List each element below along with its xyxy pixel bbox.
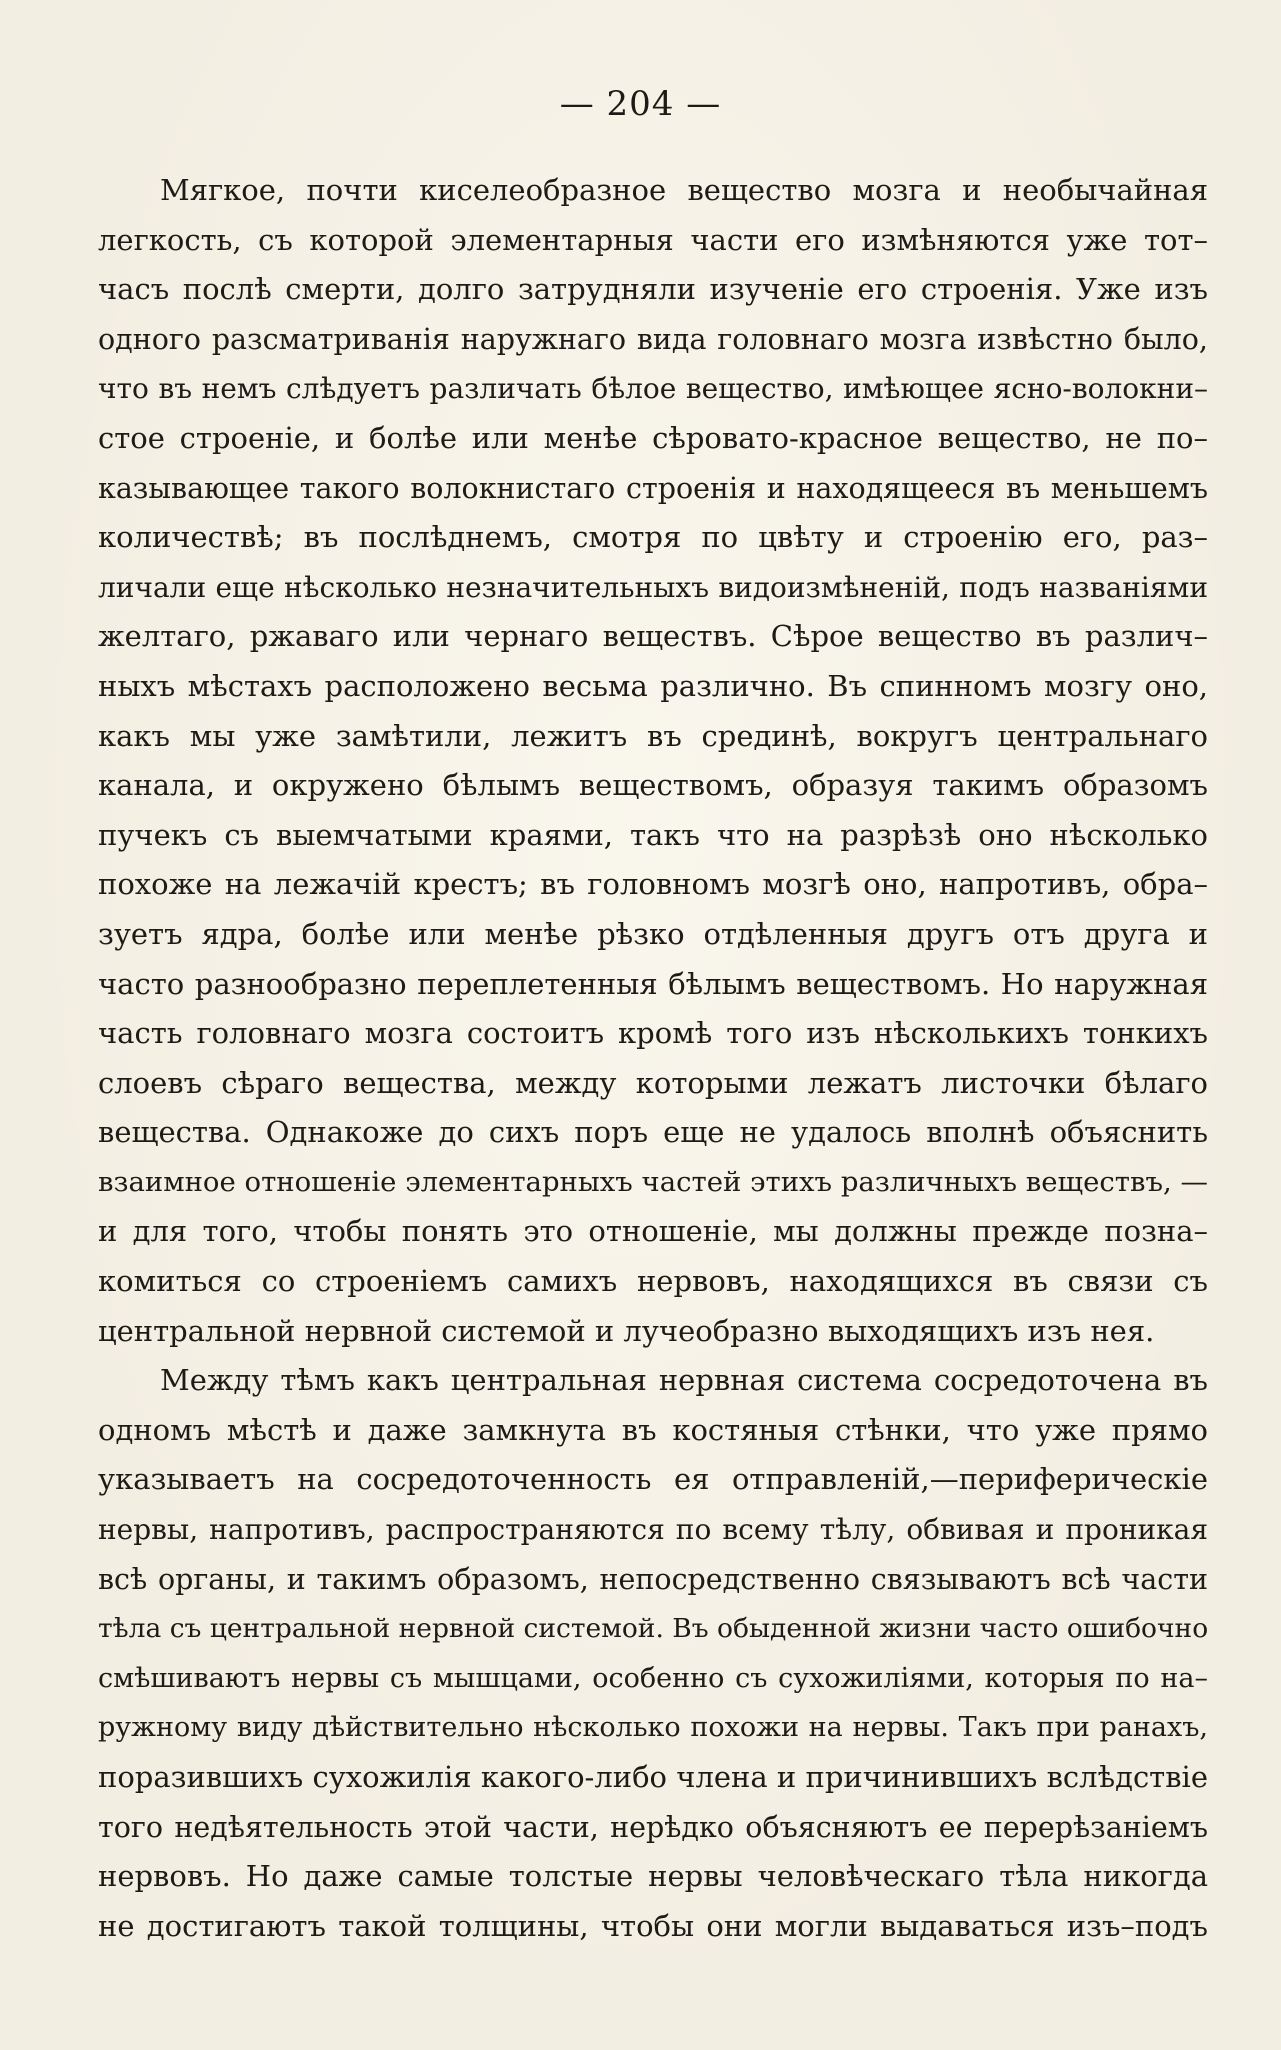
text-line: ружному виду дѣйствительно нѣсколько похожи на нервы. Такъ при ранахъ, xyxy=(98,1712,1208,1744)
text-line: легкость, съ которой элементарныя части его измѣняются уже тот– xyxy=(98,222,1208,257)
text-line: центральной нервной системой и лучеобразно выходящихъ изъ нея. xyxy=(98,1313,1155,1348)
text-line: и для того, чтобы понять это отношеніе, мы должны прежде позна– xyxy=(98,1214,1208,1249)
text-line: всѣ органы, и такимъ образомъ, непосредственно связываютъ всѣ части xyxy=(98,1562,1208,1596)
text-line: комиться со строеніемъ самихъ нервовъ, находящихся въ связи съ xyxy=(98,1264,1208,1299)
text-line: количествѣ; въ послѣднемъ, смотря по цвѣту и строенію его, раз– xyxy=(98,520,1208,555)
text-line: одномъ мѣстѣ и даже замкнута въ костяныя стѣнки, что уже прямо xyxy=(98,1412,1208,1447)
text-line: что въ немъ слѣдуетъ различать бѣлое вещество, имѣющее ясно-волокни– xyxy=(98,372,1208,406)
text-line: одного разсматриванія наружнаго вида головнаго мозга извѣстно было, xyxy=(98,322,1208,356)
text-line: часть головнаго мозга состоитъ кромѣ того изъ нѣсколькихъ тонкихъ xyxy=(98,1016,1208,1051)
page-number: — 204 — xyxy=(559,84,722,124)
text-line: слоевъ сѣраго вещества, между которыми лежатъ листочки бѣлаго xyxy=(98,1065,1208,1100)
text-line: вещества. Однакоже до сихъ поръ еще не удалось вполнѣ объяснить xyxy=(98,1115,1208,1150)
text-line: похоже на лежачій крестъ; въ головномъ мозгѣ оно, напротивъ, обра– xyxy=(98,867,1208,902)
text-line: желтаго, ржаваго или чернаго веществъ. Сѣрое вещество въ различ– xyxy=(98,619,1208,654)
text-line: личали еще нѣсколько незначительныхъ видоизмѣненій, подъ названіями xyxy=(98,570,1208,604)
text-line: поразившихъ сухожилія какого-либо члена и причинившихъ вслѣдствіе xyxy=(98,1760,1208,1794)
text-line: смѣшиваютъ нервы съ мышцами, особенно съ сухожиліями, которыя по на– xyxy=(98,1662,1208,1694)
text-line: зуетъ ядра, болѣе или менѣе рѣзко отдѣленныя другъ отъ друга и xyxy=(98,916,1208,951)
text-line: канала, и окружено бѣлымъ веществомъ, образуя такимъ образомъ xyxy=(98,768,1208,803)
text-line: не достигаютъ такой толщины, чтобы они могли выдаваться изъ–подъ xyxy=(98,1908,1208,1943)
body-text xyxy=(98,166,1208,1951)
text-line: стое строеніе, и болѣе или менѣе сѣровато-красное вещество, не по– xyxy=(98,420,1208,455)
text-line: взаимное отношеніе элементарныхъ частей этихъ различныхъ веществъ, — xyxy=(98,1165,1208,1198)
text-line: Мягкое, почти киселеобразное вещество мозга и необычайная xyxy=(160,173,1208,207)
text-line: нервы, напротивъ, распространяются по всему тѣлу, обвивая и проникая xyxy=(98,1513,1208,1547)
text-line: тѣла съ центральной нервной системой. Въ обыденной жизни часто ошибочно xyxy=(98,1613,1208,1645)
text-line: какъ мы уже замѣтили, лежитъ въ срединѣ, вокругъ центральнаго xyxy=(98,718,1208,753)
text-line: Между тѣмъ какъ центральная нервная система сосредоточена въ xyxy=(160,1363,1208,1398)
text-line: часъ послѣ смерти, долго затрудняли изученіе его строенія. Уже изъ xyxy=(98,272,1208,307)
text-line: нервовъ. Но даже самые толстые нервы человѣческаго тѣла никогда xyxy=(98,1859,1208,1894)
text-line: казывающее такого волокнистаго строенія и находящееся въ меньшемъ xyxy=(98,471,1208,505)
text-line: часто разнообразно переплетенныя бѣлымъ веществомъ. Но наружная xyxy=(98,966,1208,1001)
text-line: того недѣятельность этой части, нерѣдко объясняютъ ее перерѣзаніемъ xyxy=(98,1810,1208,1844)
text-line: ныхъ мѣстахъ расположено весьма различно. Въ спинномъ мозгу оно, xyxy=(98,668,1208,703)
text-line: указываетъ на сосредоточенность ея отправленій,—периферическіе xyxy=(98,1462,1208,1497)
text-line: пучекъ съ выемчатыми краями, такъ что на разрѣзѣ оно нѣсколько xyxy=(98,817,1208,852)
